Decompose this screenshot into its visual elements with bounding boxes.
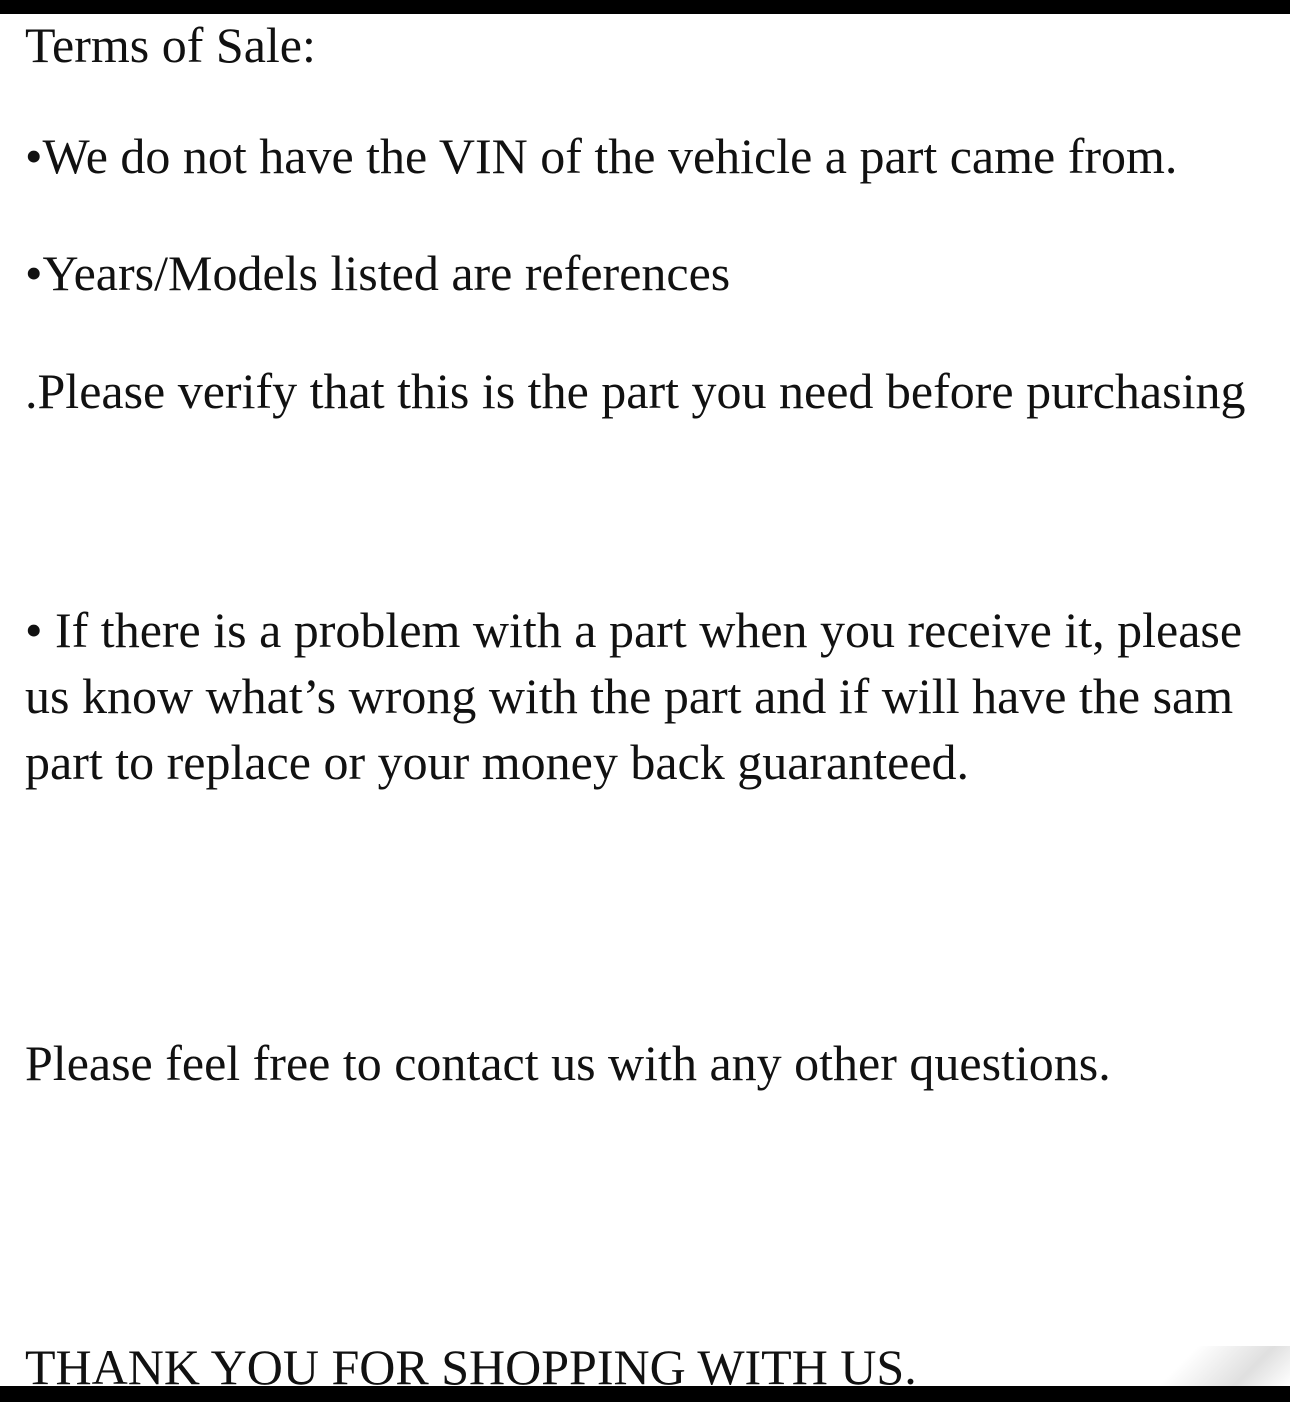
problem-line-1: • If there is a problem with a part when you receive it, please bbox=[25, 602, 1243, 658]
bullet-no-vin: •We do not have the VIN of the vehicle a part came from. bbox=[25, 128, 1178, 184]
bullet-years-models: •Years/Models listed are references bbox=[25, 245, 731, 301]
terms-document bbox=[0, 14, 1290, 1386]
contact-note: Please feel free to contact us with any other questions. bbox=[25, 1035, 1111, 1091]
thank-you-note: THANK YOU FOR SHOPPING WITH US. bbox=[25, 1339, 917, 1386]
page-corner-shadow bbox=[1110, 1346, 1290, 1386]
verify-part-note: .Please verify that this is the part you need before purchasing bbox=[25, 363, 1246, 419]
bottom-frame-bar bbox=[0, 1386, 1290, 1402]
top-frame-bar bbox=[0, 0, 1290, 14]
terms-heading: Terms of Sale: bbox=[25, 17, 316, 73]
problem-line-3: part to replace or your money back guaranteed. bbox=[25, 734, 970, 790]
problem-line-2: us know what’s wrong with the part and if will have the sam bbox=[25, 668, 1234, 724]
